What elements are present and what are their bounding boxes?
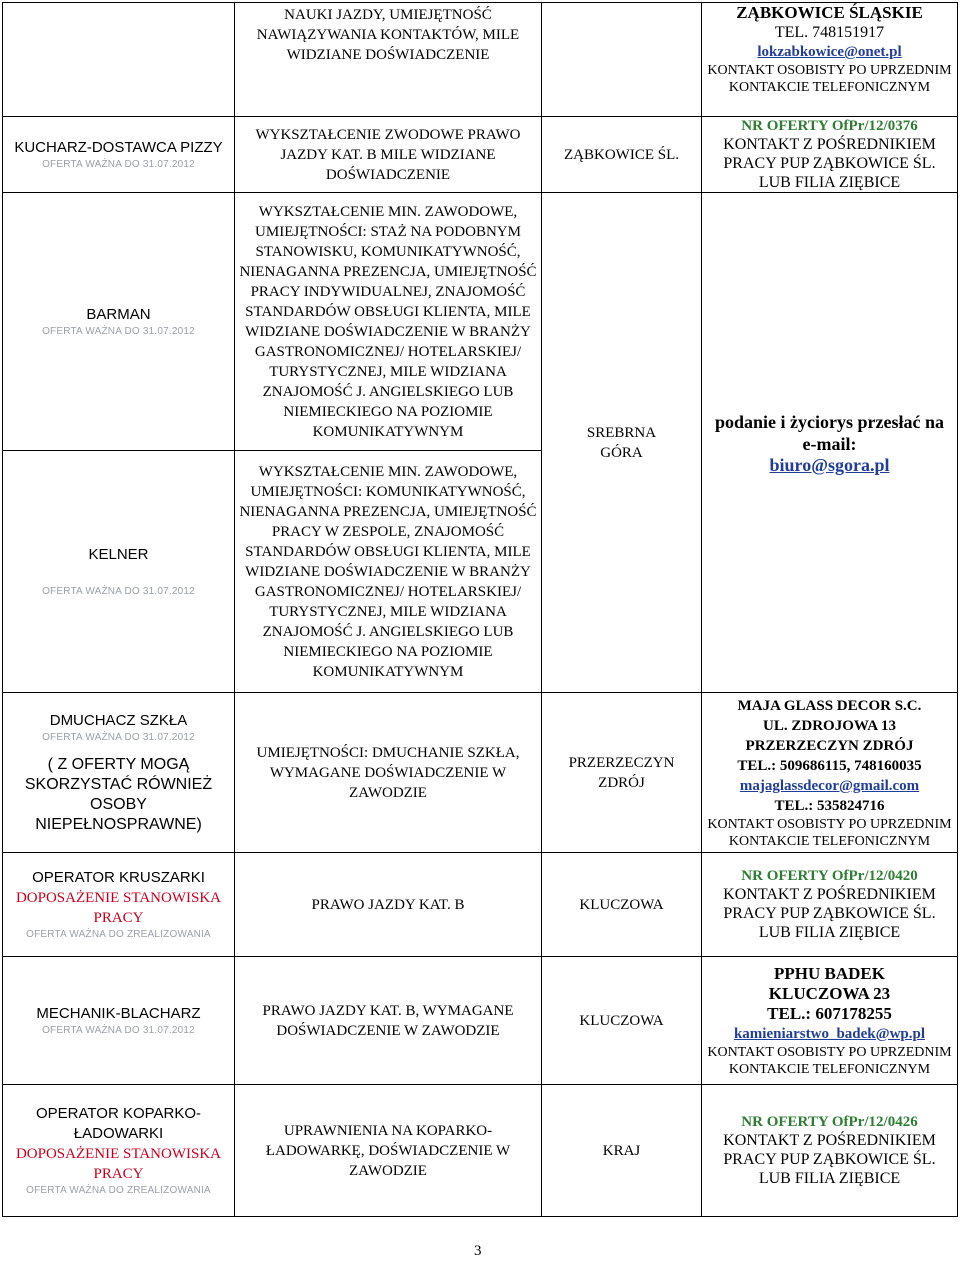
validity-text: OFERTA WAŻNA DO 31.07.2012 [42, 731, 195, 743]
company-address: UL. ZDROJOWA 13 [763, 717, 896, 734]
contact-cell [702, 957, 958, 1085]
location-cell [542, 3, 702, 117]
validity-text: OFERTA WAŻNA DO 31.07.2012 [42, 1024, 195, 1036]
job-cell [3, 853, 235, 957]
offer-number: NR OFERTY OfPr/12/0426 [741, 1114, 918, 1130]
contact-text: KONTAKT Z POŚREDNIKIEM PRACY PUP ZĄBKOWICE ŚL. LUB FILIA ZIĘBICE [723, 136, 936, 191]
disability-note: ( Z OFERTY MOGĄ SKORZYSTAĆ RÓWNIEŻ OSOBY NIEPEŁNOSPRAWNE) [24, 755, 213, 833]
table-row [3, 3, 958, 117]
table-row [3, 193, 958, 451]
contact-tel: TEL. 748151917 [774, 24, 885, 41]
company-tel: TEL.: 509686115, 748160035 [737, 757, 922, 774]
contact-text: KONTAKT Z POŚREDNIKIEM PRACY PUP ZĄBKOWICE ŚL. LUB FILIA ZIĘBICE [723, 886, 936, 941]
job-cell [3, 451, 235, 693]
requirements-cell: PRAWO JAZDY KAT. B, WYMAGANE DOŚWIADCZENIE W ZAWODZIE [235, 957, 542, 1085]
contact-note: KONTAKT OSOBISTY PO UPRZEDNIM KONTAKCIE TELEFONICZNYM [707, 63, 952, 95]
page-number: 3 [474, 1243, 482, 1259]
offer-number: NR OFERTY OfPr/12/0376 [741, 118, 918, 134]
job-cell [3, 117, 235, 193]
location-cell: KLUCZOWA [542, 853, 702, 957]
job-cell [3, 693, 235, 853]
validity-text: OFERTA WAŻNA DO ZREALIZOWANIA [26, 928, 211, 940]
validity-text: OFERTA WAŻNA DO 31.07.2012 [42, 325, 195, 337]
contact-email-link[interactable]: lokzabkowice@onet.pl [757, 44, 902, 60]
contact-cell [702, 693, 958, 853]
table-row [3, 117, 958, 193]
company-city: PRZERZECZYN ZDRÓJ [745, 737, 914, 754]
location-cell: ZĄBKOWICE ŚL. [542, 117, 702, 193]
validity-text: OFERTA WAŻNA DO 31.07.2012 [42, 585, 195, 597]
job-offers-table [2, 2, 958, 1217]
company-email-link[interactable]: kamieniarstwo_badek@wp.pl [733, 1025, 926, 1042]
contact-note: KONTAKT OSOBISTY PO UPRZEDNIM KONTAKCIE TELEFONICZNYM [707, 816, 952, 849]
contact-cell [702, 193, 958, 693]
contact-cell [702, 853, 958, 957]
job-title: DMUCHACZ SZKŁA [49, 711, 188, 729]
location-cell: SREBRNA GÓRA [542, 193, 702, 693]
job-title: OPERATOR KOPARKO-ŁADOWARKI [35, 1104, 202, 1142]
location-cell: PRZERZECZYN ZDRÓJ [542, 693, 702, 853]
requirements-cell: WYKSZTAŁCENIE ZWODOWE PRAWO JAZDY KAT. B MILE WIDZIANE DOŚWIADCZENIE [235, 117, 542, 193]
offer-number: NR OFERTY OfPr/12/0420 [741, 868, 918, 884]
contact-text: podanie i życiorys przesłać na e-mail: [715, 411, 944, 454]
contact-note: KONTAKT OSOBISTY PO UPRZEDNIM KONTAKCIE TELEFONICZNYM [707, 1044, 952, 1077]
requirements-cell: UPRAWNIENIA NA KOPARKO-ŁADOWARKĘ, DOŚWIADCZENIE W ZAWODZIE [235, 1085, 542, 1217]
company-tel-2: TEL.: 535824716 [774, 797, 885, 814]
company-name: MAJA GLASS DECOR S.C. [737, 697, 922, 714]
contact-email-link[interactable]: biuro@sgora.pl [769, 454, 890, 475]
contact-cell [702, 3, 958, 117]
table-row [3, 957, 958, 1085]
requirements-cell: WYKSZTAŁCENIE MIN. ZAWODOWE, UMIEJĘTNOŚCI: STAŻ NA PODOBNYM STANOWISKU, KOMUNIKATYWNOŚĆ, NIENAGANNA PREZENCJA, UMIEJĘTNOŚĆ PRACY INDYWIDUALNEJ, ZNAJOMOŚĆ STANDARDÓW OBSŁUGI KLIENTA, MILE WIDZIANE DOŚWIADCZENIE W BRANŻY GASTRONOMICZNEJ/ HOTELARSKIEJ/ TURYSTYCZNEJ, MILE WIDZIANA ZNAJOMOŚĆ J. ANGIELSKIEGO LUB NIEMIECKIEGO NA POZIOMIE KOMUNIKATYWNYM [235, 193, 542, 451]
requirements-cell: UMIEJĘTNOŚCI: DMUCHANIE SZKŁA, WYMAGANE DOŚWIADCZENIE W ZAWODZIE [235, 693, 542, 853]
job-cell [3, 3, 235, 117]
job-title: BARMAN [86, 305, 151, 323]
validity-text: OFERTA WAŻNA DO ZREALIZOWANIA [26, 1184, 211, 1196]
company-name: PPHU BADEK [774, 963, 885, 983]
contact-city: ZĄBKOWICE ŚLĄSKIE [736, 3, 923, 22]
table-row [3, 1085, 958, 1217]
job-cell [3, 957, 235, 1085]
contact-text: KONTAKT Z POŚREDNIKIEM PRACY PUP ZĄBKOWICE ŚL. LUB FILIA ZIĘBICE [723, 1132, 936, 1187]
location-cell: KRAJ [542, 1085, 702, 1217]
contact-cell [702, 117, 958, 193]
requirements-cell: PRAWO JAZDY KAT. B [235, 853, 542, 957]
job-title: MECHANIK-BLACHARZ [36, 1004, 201, 1022]
company-tel: TEL.: 607178255 [767, 1003, 892, 1023]
subsidy-label: DOPOSAŻENIE STANOWISKA PRACY [15, 889, 222, 926]
contact-cell [702, 1085, 958, 1217]
subsidy-label: DOPOSAŻENIE STANOWISKA PRACY [15, 1145, 222, 1182]
job-cell [3, 1085, 235, 1217]
table-row [3, 853, 958, 957]
location-cell: KLUCZOWA [542, 957, 702, 1085]
job-title: OPERATOR KRUSZARKI [32, 868, 205, 886]
job-cell [3, 193, 235, 451]
job-title: KELNER [88, 545, 149, 563]
job-title: KUCHARZ-DOSTAWCA PIZZY [14, 138, 223, 156]
requirements-cell: NAUKI JAZDY, UMIEJĘTNOŚĆ NAWIĄZYWANIA KONTAKTÓW, MILE WIDZIANE DOŚWIADCZENIE [235, 3, 542, 117]
requirements-cell: WYKSZTAŁCENIE MIN. ZAWODOWE, UMIEJĘTNOŚCI: KOMUNIKATYWNOŚĆ, NIENAGANNA PREZENCJA, UMIEJĘTNOŚĆ PRACY W ZESPOLE, ZNAJOMOŚĆ STANDARDÓW OBSŁUGI KLIENTA, MILE WIDZIANE DOŚWIADCZENIE W BRANŻY GASTRONOMICZNEJ/ HOTELARSKIEJ/ TURYSTYCZNEJ, MILE WIDZIANA ZNAJOMOŚĆ J. ANGIELSKIEGO LUB NIEMIECKIEGO NA POZIOMIE KOMUNIKATYWNYM [235, 451, 542, 693]
table-row [3, 693, 958, 853]
validity-text: OFERTA WAŻNA DO 31.07.2012 [42, 158, 195, 170]
company-address: KLUCZOWA 23 [768, 983, 891, 1003]
company-email-link[interactable]: majaglassdecor@gmail.com [739, 777, 920, 794]
